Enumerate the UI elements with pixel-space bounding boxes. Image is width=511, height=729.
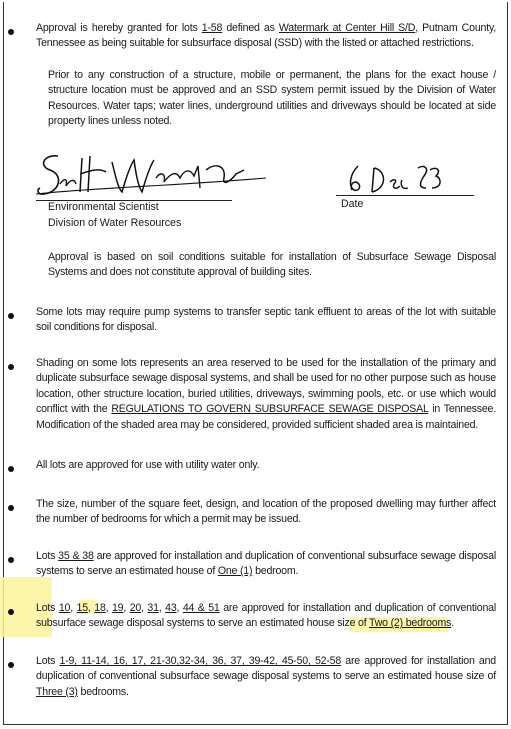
bullet-6-text: Lots 35 & 38 are approved for installation and duplication of conventional subsurface sewage disposal systems to serve an estimated house of One (1) bedroom. — [36, 550, 497, 578]
bullet-dot — [8, 662, 14, 668]
bullet-dot — [8, 29, 14, 35]
bullet-dot — [8, 466, 14, 472]
date-label: Date — [341, 198, 364, 210]
bullet-4-text: All lots are approved for use with utility water only. — [36, 459, 260, 471]
bullet-7-text: Lots 10, 15, 18, 19, 20, 31, 43, 44 & 51 are approved for installation and duplication of conventional subsurface sewage disposal systems to serve an estimated house size of Two (2) bedrooms. — [36, 602, 496, 630]
prior-construction-note: Prior to any construction of a structure, mobile or permanent, the plans for the exact house / structure location must be approved and an SSD system permit issued by the Division of Water Resources. Water taps; water lines, underground utilities and driveways should be located at side property lines unless noted. — [48, 69, 496, 128]
bullet-8-text: Lots 1-9, 11-14, 16, 17, 21-30,32-34, 36, 37, 39-42, 45-50, 52-58 are approved for installation and duplication of conventional subsurface sewage disposal systems to serve an estimated house size of Three (3) bedrooms. — [36, 655, 497, 698]
bullet-dot — [8, 557, 14, 563]
signer-title: Environmental Scientist — [48, 201, 159, 213]
approval-note: Approval is based on soil conditions suitable for installation of Subsurface Sewage Disposal Systems and does not constitute approval of building sites. — [48, 251, 496, 279]
bullet-3-text: Shading on some lots represents an area reserved to be used for the installation of the primary and duplicate subsurface sewage disposal systems, and shall be used for no other purpose such as house location, other structure location, buried utilities, driveways, swimming pools, etc. or use which would conflict with the REGULATIONS TO GOVERN SUBSURFACE SEWAGE DISPOSAL in Tennessee. Modification of the shaded area may be considered, provided sufficient shaded area is maintained. — [36, 357, 496, 431]
signer-division: Division of Water Resources — [48, 217, 182, 229]
bullet-dot — [8, 609, 14, 615]
bullet-5-text: The size, number of the square feet, design, and location of the proposed dwelling may further affect the number of bedrooms for which a permit may be issued. — [36, 498, 496, 526]
handwritten-date — [340, 160, 450, 200]
date-line — [336, 195, 474, 196]
bullet-1-text: Approval is hereby granted for lots 1-58 defined as Watermark at Center Hill S/D, Putnam County, Tennessee as being suitable for subsurface disposal (SSD) with the listed or attached restrictions. — [36, 22, 497, 50]
bullet-2-text: Some lots may require pump systems to transfer septic tank effluent to areas of the lot with suitable soil conditions for disposal. — [36, 306, 496, 334]
bullet-dot — [8, 313, 14, 319]
bullet-dot — [8, 505, 14, 511]
signature-image — [30, 148, 280, 204]
bullet-dot — [8, 364, 14, 370]
